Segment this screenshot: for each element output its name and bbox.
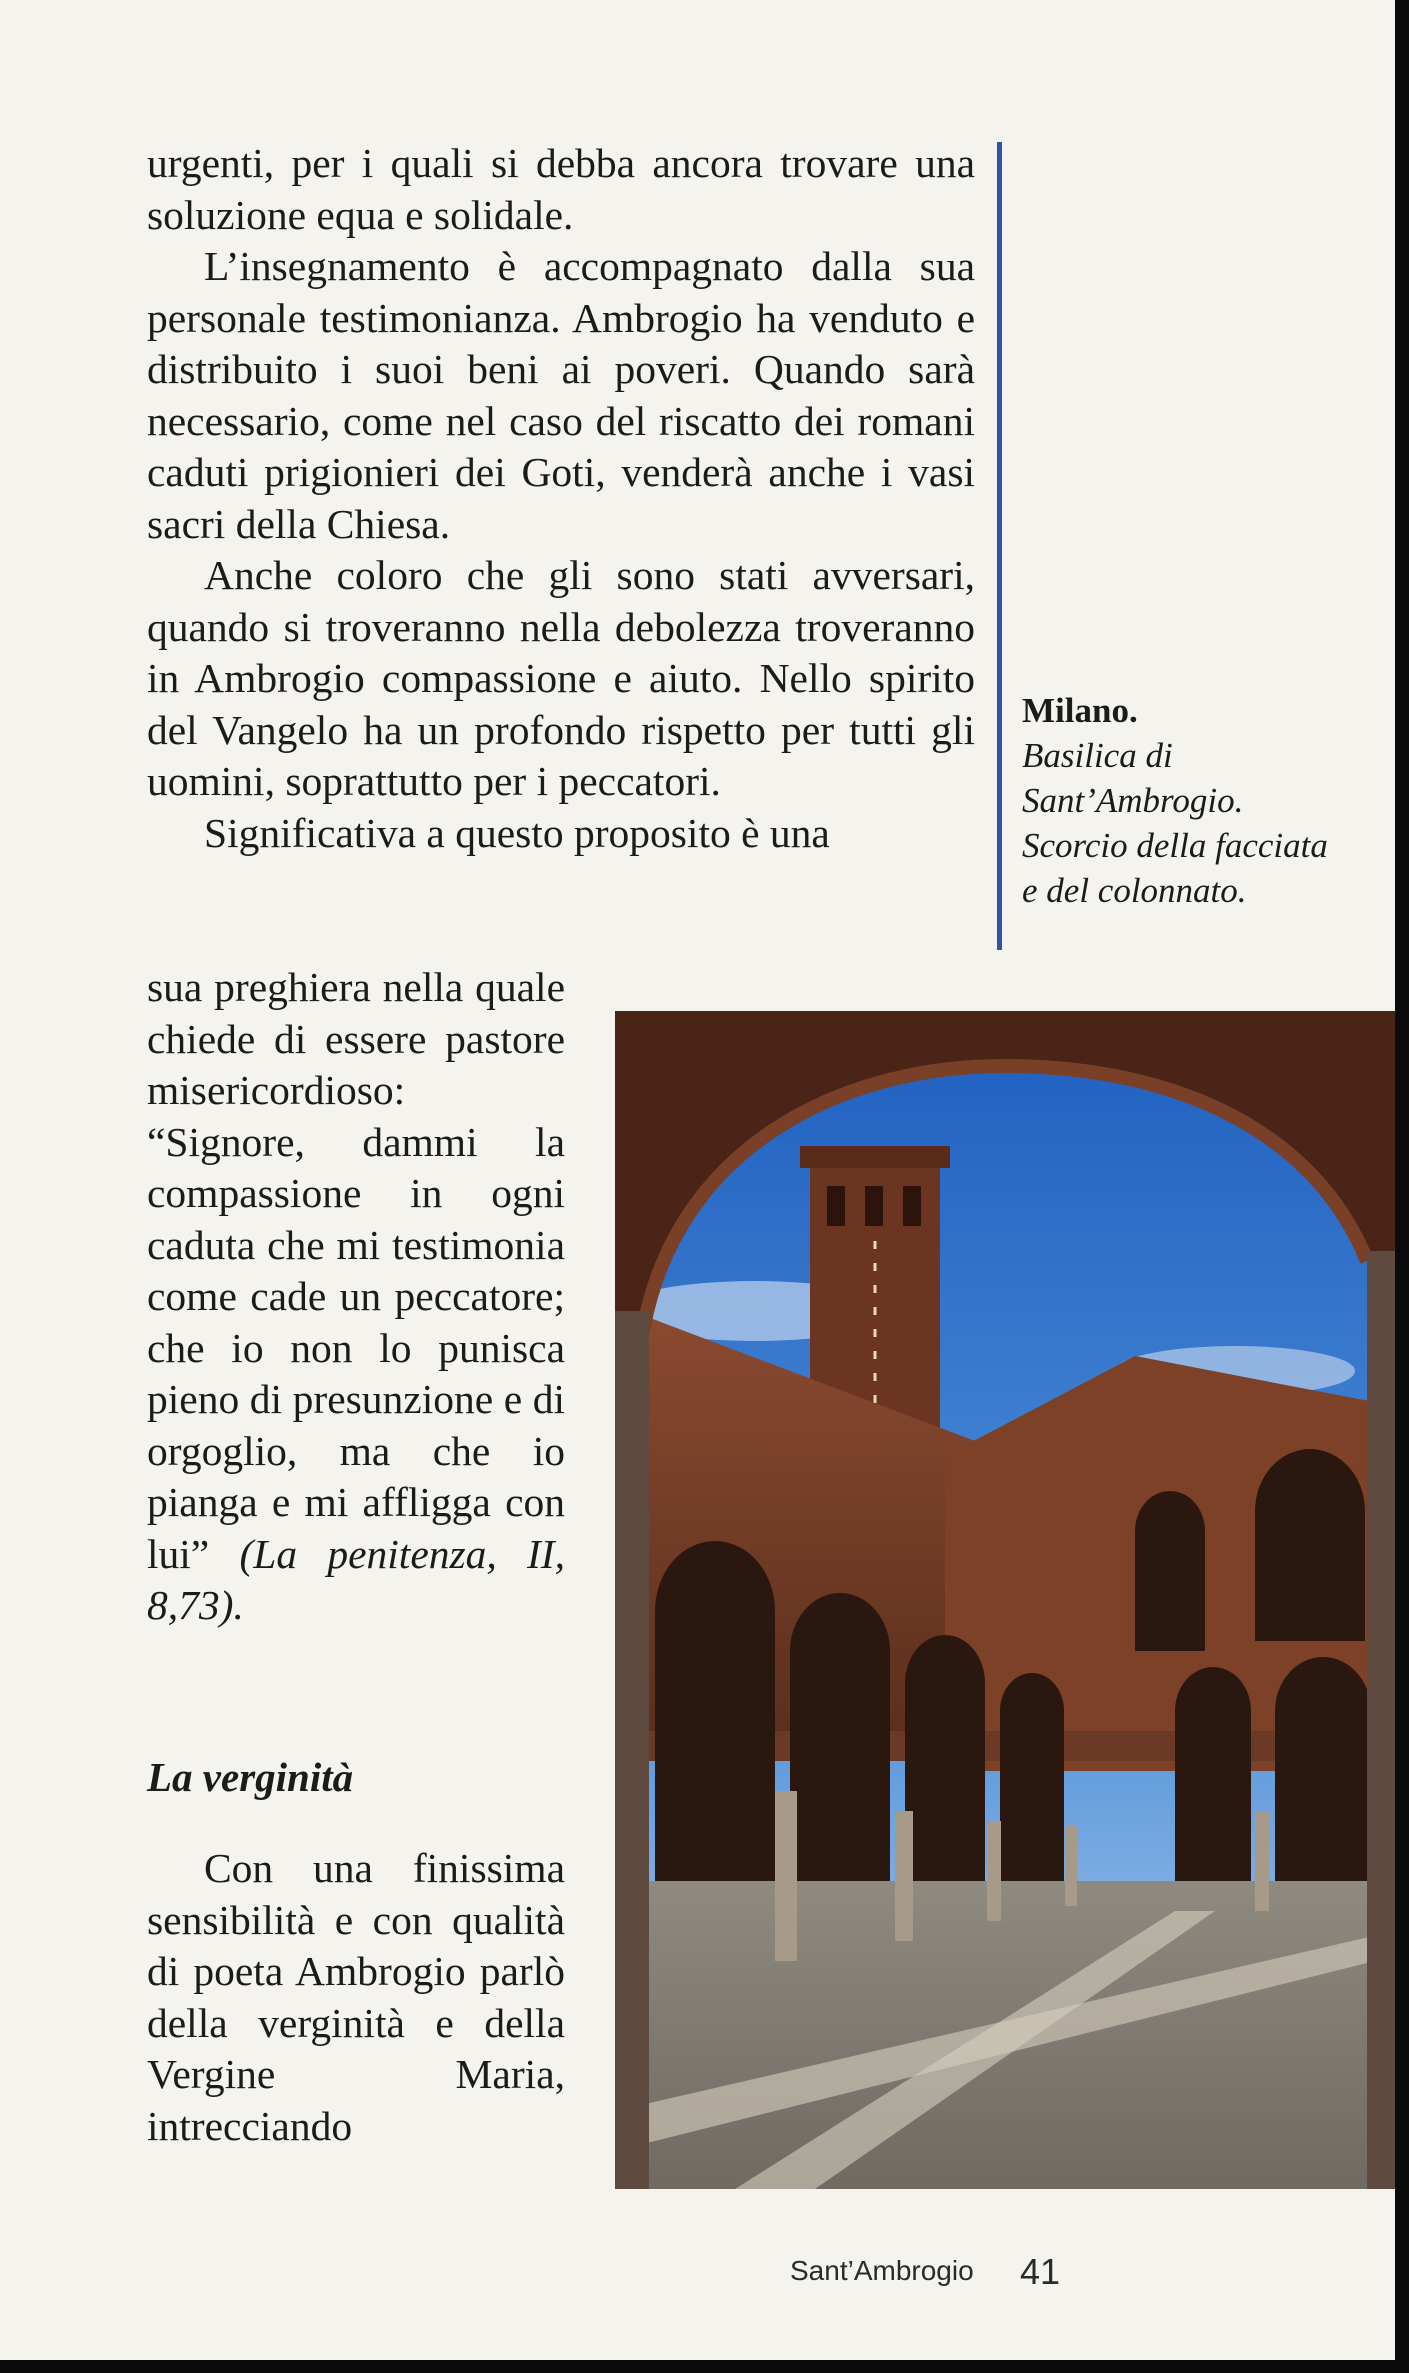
photo-caption: [1022, 688, 1352, 913]
prayer-text: sua preghiera nella quale chiede di essere pastore misericordioso: “Signore, dammi la compassione in ogni caduta che mi testimonia come cade un peccatore; che io non lo punisca pieno di presunzione e di orgoglio, ma che io pianga e mi affligga con lui”: [147, 964, 565, 1577]
narrow-text-column: [147, 962, 565, 2152]
section-heading: La verginità: [147, 1753, 354, 1800]
paragraph-virginity: Con una finissima sensibilità e con qualità di poeta Ambrogio parlò della verginità e della Vergine Maria, intrecciando: [147, 1845, 565, 2149]
running-head: Sant’Ambrogio: [790, 2255, 974, 2286]
citation: (La penitenza, II, 8,73).: [147, 1530, 566, 1628]
paragraph-compassion: Anche coloro che gli sono stati avversari, quando si troveranno nella debolezza troveranno in Ambrogio compassione e aiuto. Nello spirito del Vangelo ha un profondo rispetto per tutti gli uomini, soprattutto per i peccatori.: [147, 552, 975, 804]
basilica-photo: [615, 1011, 1395, 2189]
caption-title: Milano.: [1022, 691, 1138, 730]
paragraph-testimony: L’insegnamento è accompagnato dalla sua personale testimonianza. Ambrogio ha venduto e distribuito i suoi beni ai poveri. Quando sarà necessario, come nel caso del riscatto dei romani caduti prigionieri dei Goti, venderà anche i vasi sacri della Chiesa.: [147, 243, 975, 547]
caption-rule: [997, 142, 1002, 950]
page-number: 41: [1020, 2251, 1061, 2292]
paragraph-continuation: urgenti, per i quali si debba ancora trovare una soluzione equa e solidale.: [147, 140, 975, 238]
main-text-column: [147, 138, 975, 859]
paragraph-prayer: [147, 962, 565, 1632]
caption-text: Basilica di Sant’Ambrogio. Scorcio della facciata e del colonnato.: [1022, 736, 1328, 910]
paragraph-prayer-intro: Significativa a questo proposito è una: [204, 809, 830, 856]
